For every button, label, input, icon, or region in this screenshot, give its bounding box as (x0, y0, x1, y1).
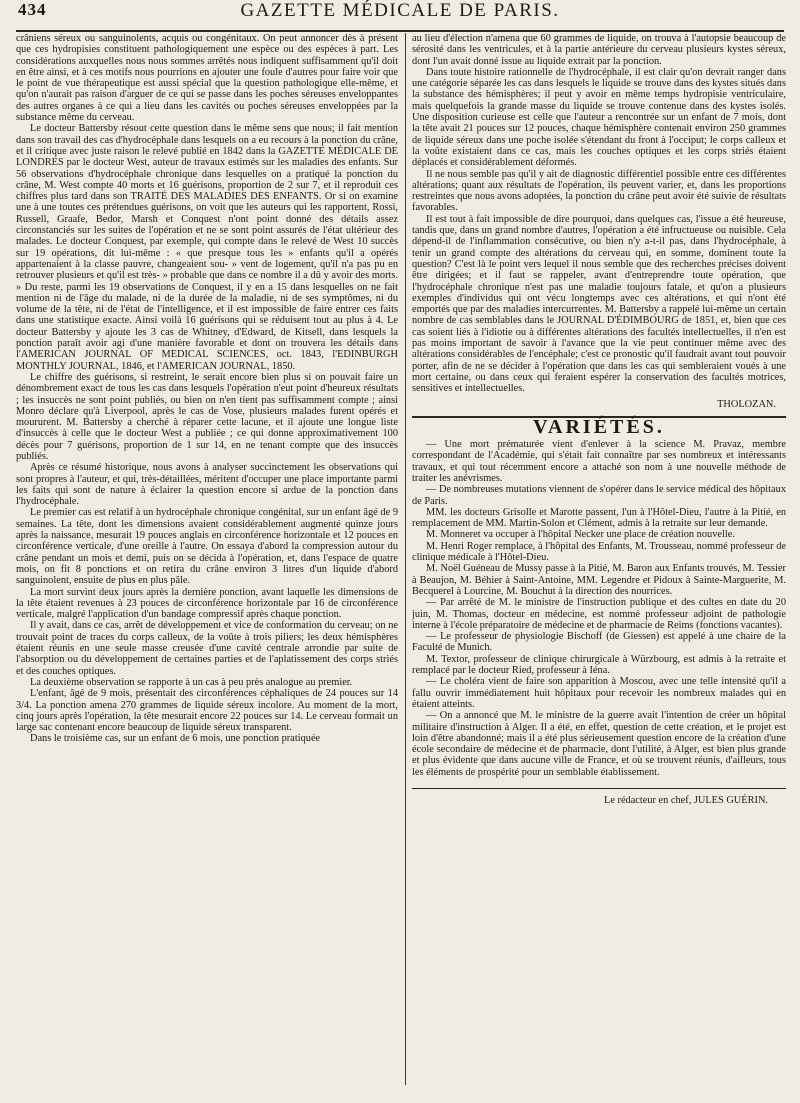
column-divider (405, 33, 406, 1085)
right-column (412, 33, 786, 1089)
news-item: M. Noël Guéneau de Mussy passe à la Pitié, M. Baron aux Enfants trouvés, M. Tessier à Beaujon, M. Béhier à Saint-Antoine, MM. Legendre et Pidoux à Sainte-Marguerite, M. Becquerel à Lourcine, M. Bouchut à la direction des nourrices. (412, 563, 786, 597)
editor-credit: Le rédacteur en chef, JULES GUÉRIN. (604, 795, 768, 806)
journal-title: GAZETTE MÉDICALE DE PARIS. (240, 0, 560, 21)
paragraph: Il y avait, dans ce cas, arrêt de développement et vice de conformation du cerveau; on ne trouvait point de traces du corps calleux, de la voûte à trois piliers; les deux hémisphères étaient réunis en une seule masse creusée d'une cavité centrale arrondie par suite de l'absorption ou du développement de certaines parties et de l'aplatissement des corps striés et des couches optiques. (16, 620, 398, 677)
author-signature: THOLOZAN. (717, 398, 776, 410)
news-item: M. Henri Roger remplace, à l'hôpital des Enfants, M. Trousseau, nommé professeur de clinique médicale à l'Hôtel-Dieu. (412, 540, 786, 564)
news-item: — Le choléra vient de faire son apparition à Moscou, avec une telle intensité qu'il a fallu ouvrir immédiatement huit hôpitaux pour recevoir les nombreux malades qui en étaient atteints. (412, 676, 786, 710)
news-item: MM. les docteurs Grisolle et Marotte passent, l'un à l'Hôtel-Dieu, l'autre à la Pitié, en remplacement de MM. Martin-Solon et Clément, admis à la retraite sur leur demande. (412, 506, 786, 530)
section-title-varietes: VARIÉTÉS. (533, 415, 665, 438)
news-item: — Une mort prématurée vient d'enlever à la science M. Pravaz, membre correspondant de l'Académie, qui s'était fait connaître par ses nombreux et intéressants travaux, et qui tout récemment encore a attaché son nom à une nouvelle méthode de traiter les anévrismes. (412, 439, 786, 484)
paragraph: L'enfant, âgé de 9 mois, présentait des circonférences céphaliques de 24 pouces sur 14 3/4. La ponction amena 270 grammes de liquide séreux incolore. Au moment de la mort, cinq jours après l'opération, la tête mesurait encore 22 pouces sur 14. Le cerveau formait un large sac contenant encore beaucoup de liquide séreux transparent. (16, 688, 398, 734)
paragraph: Il ne nous semble pas qu'il y ait de diagnostic différentiel possible entre ces différentes altérations; quant aux résultats de l'opération, ils peuvent varier, et, dans les proportions restreintes que nous avons adoptées, la ponction du crâne peut avoir été suivie de résultats favorables. (412, 168, 786, 214)
left-column (16, 33, 398, 1089)
news-item: — Par arrêté de M. le ministre de l'instruction publique et des cultes en date du 20 juin, M. Thomas, docteur en médecine, est nommé professeur adjoint de pathologie interne à l'école préparatoire de médecine et de pharmacie de Reims (fonctions vacantes). (412, 597, 786, 631)
paragraph: Le premier cas est relatif à un hydrocéphale chronique congénital, sur un enfant âgé de 9 semaines. La tête, dont les dimensions avaient considérablement augmenté quinze jours après la naissance, mesurait 19 pouces anglais en circonférence horizontale et 12 pouces en circonférence verticale, d'une oreille à l'autre. On essaya d'abord la compression autour du crâne pendant un mois et demi, puis on se décida à l'opération, et, dans l'espace de quatre mois, on fit 8 ponctions et on retira du crâne environ 3 litres d'un liquide d'abord sanguinolent, ensuite de plus en plus pâle. (16, 507, 398, 587)
newspaper-page (8, 0, 792, 1095)
paragraph: La deuxième observation se rapporte à un cas à peu près analogue au premier. (30, 676, 353, 688)
page-header (16, 0, 784, 32)
news-item: — Le professeur de physiologie Bischoff (de Giessen) est appelé à une chaire de la Faculté de Munich. (412, 631, 786, 654)
paragraph: Après ce résumé historique, nous avons à analyser succinctement les observations qui sont propres à l'auteur, et qui, très-détaillées, méritent d'occuper une place importante parmi les faits qui sont de nature à éclairer la question encore si ardue de la ponction dans l'hydrocéphale. (16, 462, 398, 508)
news-item: — De nombreuses mutations viennent de s'opérer dans le service médical des hôpitaux de Paris. (412, 484, 786, 507)
paragraph: Il est tout à fait impossible de dire pourquoi, dans quelques cas, l'issue a été heureuse, tandis que, dans un grand nombre d'autres, l'opération a été infructueuse ou nuisible. Cela dépend-il de l'inflammation consécutive, ou bien n'y a-t-il pas, dans l'hydrocéphale, à tenir un grand compte des altérations du cerveau qui, en somme, dominent toute la question? C'est là le point vers lequel il nous semble que des recherches précises doivent être dirigées; et il faut se rappeler, avant d'entreprendre toute opération, que l'hydrocéphale chronique n'est pas une maladie toujours fatale, et qu'on a plusieurs exemples d'individus qui ont vécu longtemps avec ces altérations, et qui n'ont été emportés que par des maladies intercurrentes. M. Battersby a rappelé lui-même un certain nombre de cas semblables dans le JOURNAL D'ÉDIMBOURG de 1851, et, bien que ces cas soient liés à l'idiotie ou à différentes altérations des facultés intellectuelles, il n'en est pas moins important de savoir à l'avance que la vie peut continuer même avec des altérations considérables de l'encéphale; c'est ce pronostic qu'il faudrait avant tout pouvoir porter, afin de ne se décider à l'opération que dans les cas qui sembleraient voués à une mort certaine, ou dans ceux qui feraient espérer la conservation des facultés motrices, sensitives et intellectuelles. (412, 213, 786, 395)
news-item: M. Monneret va occuper à l'hôpital Necker une place de création nouvelle. (426, 529, 735, 541)
paragraph: crâniens séreux ou sanguinolents, acquis ou congénitaux. On peut annoncer dès à présent que ces hydropisies constituent pathologiquement une espèce ou des espèces à part. Les considérations auxquelles nous nous sommes arrêtés nous indiquent suffisamment qu'il doit en être ainsi, et à ces motifs nous pourrions en ajouter une foule d'autres pour faire voir que le point de vue thérapeutique est aussi spécial que la question pathologique elle-même, et qu'on n'aurait pas raison d'arguer de ce qui se passe dans les poches séreuses enveloppantes des autres organes à ce qui a lieu dans les cavités ou poches séreuses enveloppées par la substance même du cerveau. (16, 33, 398, 124)
news-item: M. Textor, professeur de clinique chirurgicale à Würzbourg, est admis à la retraite et remplacé par le docteur Ried, professeur à Iéna. (412, 653, 786, 677)
paragraph: Dans toute histoire rationnelle de l'hydrocéphale, il est clair qu'on devrait ranger dans une catégorie séparée les cas dans lesquels le liquide se trouve dans des kystes situés dans la substance des hémisphères; il peut y avoir en même temps hydropisie ventriculaire, mais quelquefois la grande masse du liquide se trouve contenue dans des kystes isolés. Une disposition curieuse est celle que l'auteur a rencontrée sur un enfant de 7 mois, dont la tête avait 21 pouces sur 12 pouces, chaque hémisphère contenait environ 250 grammes de liquide séreux dans une poche isolée s'étendant du front à l'occiput; le corps calleux et la voûte existaient dans ce cas, mais les couches optiques et les corps striés étaient déplacés et considérablement déformés. (412, 66, 786, 169)
paragraph: Le docteur Battersby résout cette question dans le même sens que nous; il fait mention dans son travail des cas d'hydrocéphale dans lesquels on a eu recours à la ponction du crâne, et il critique avec juste raison le relevé publié en 1842 dans la GAZETTE MÉDICALE DE LONDRES par le docteur West, auteur de travaux estimés sur les maladies des enfants. Sur 56 observations d'hydrocéphale chronique dans lesquelles on a pratiqué la ponction du crâne, M. West compte 40 morts et 16 guérisons, proportion de 2 sur 7, et il reproduit ces chiffres plus tard dans son TRAITÉ DES MALADIES DES ENFANTS. Or si on examine une à une toutes ces prétendues guérisons, on voit que les auteurs qui les rapportent, Rossi, Russell, Graafe, Bedor, Marsh et Conquest n'ont point donné des détails assez circonstanciés sur les suites de l'opération et ne se sont point assurés de l'état ultérieur des malades. Le docteur Conquest, par exemple, qui compte dans le relevé de West 10 succès sur 19 opérations, dit lui-même : « que presque tous les » enfants qu'il a opérés appartenaient à la classe pauvre, changeaient sou- » vent de logement, qu'il n'a pas pu en retrouver plusieurs et qu'il est très- » probable que dans ce nombre il a dû y avoir des morts. » Du reste, parmi les 19 observations de Conquest, il y en a 15 dans lesquelles on ne fait mention ni de l'âge du malade, ni de la durée de la maladie, ni de ses symptômes, ni du volume de la tête, ni de l'état de l'intelligence, et il est impossible de faire entrer ces faits dans une statistique exacte. Ainsi voilà 16 guérisons qui se réduisent tout au plus à 4. Le docteur Battersby y ajoute les 3 cas de Whitney, d'Edward, de Kitsell, dans lesquels la ponction paraît avoir agi d'une manière favorable et dont on trouvera les détails dans l'AMERICAN JOURNAL OF MEDICAL SCIENCES, oct. 1843, l'EDINBURGH MONTHLY JOURNAL, 1846, et l'AMERICAN JOURNAL, 1850. (16, 123, 398, 372)
footer-divider (412, 788, 786, 789)
paragraph: La mort survint deux jours après la dernière ponction, avant laquelle les dimensions de la tête étaient revenues à 23 pouces de circonférence horizontale par 16 de circonférence verticale, malgré l'application d'un bandage compressif après chaque ponction. (16, 586, 398, 621)
paragraph: au lieu d'élection n'amena que 60 grammes de liquide, on trouva à l'autopsie beaucoup de sérosité dans les ventricules, et à la partie antérieure du cerveau plusieurs kystes séreux, dont l'un avait donné issue au liquide extrait par la ponction. (412, 33, 786, 67)
page-number: 434 (18, 0, 47, 19)
paragraph: Dans le troisième cas, sur un enfant de 6 mois, une ponction pratiquée (30, 733, 321, 745)
news-item: — On a annoncé que M. le ministre de la guerre avait l'intention de créer un hôpital militaire d'instruction à Alger. Il a été, en effet, question de cette création, et le projet est loin d'être abandonné; mais il a été plus sérieusement question encore de la création d'une école secondaire de médecine et de pharmacie, dont l'utilité, à Alger, est bien plus grande et plus évidente que dans aucune ville de France, et où se trouvent réunis, d'ailleurs, tous les éléments de prospérité pour un semblable établissement. (412, 710, 786, 778)
paragraph: Le chiffre des guérisons, si restreint, le serait encore bien plus si on pouvait faire un dénombrement exact de tous les cas dans lesquels l'opération n'eut point d'heureux résultats ; les insuccès ne sont point publiés, ou bien on n'en tient pas suffisamment compte ; ainsi Monro déclare qu'à Liverpool, après le cas de Vose, plusieurs malades furent opérés et moururent. M. Battersby a cherché à réparer cette lacune, et il ajoute une longue liste d'insuccès à celle que le docteur West a publiée ; ce qui donne approximativement 100 décès pour 7 guérisons, proportion de 1 sur 14, en ne tenant compte que des insuccès publiés. (16, 371, 398, 462)
